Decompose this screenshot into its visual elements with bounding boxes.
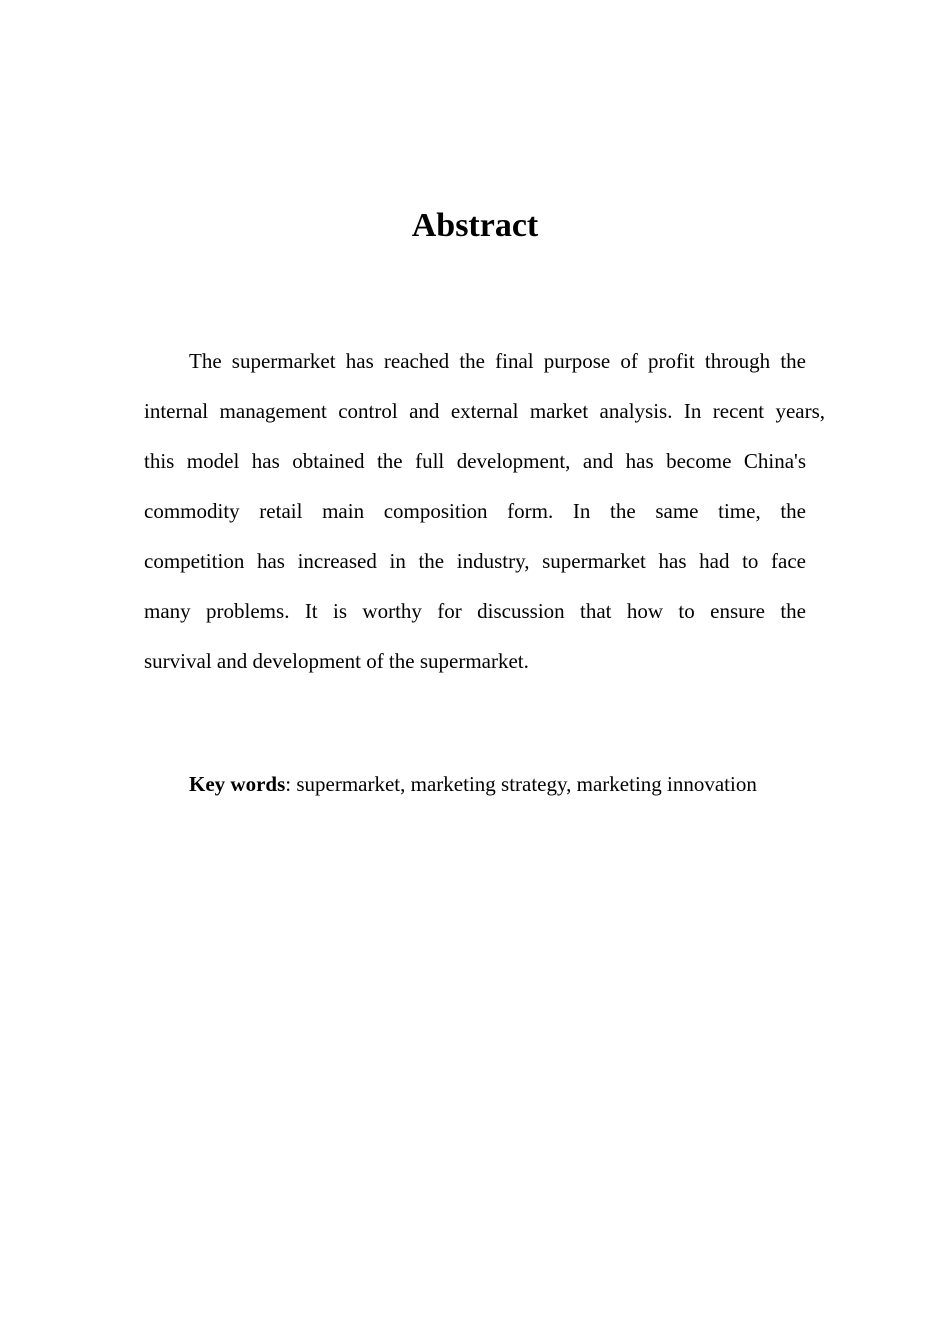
abstract-line: commodity retail main composition form. In the same time, the [144, 499, 806, 523]
keywords-separator: : [285, 772, 297, 796]
keywords-line [189, 760, 757, 808]
keywords-label: Key words [189, 772, 286, 796]
page-title: Abstract [411, 207, 539, 244]
abstract-line: The supermarket has reached the final purpose of profit through the [189, 349, 806, 373]
abstract-line: survival and development of the supermarket. [144, 649, 529, 673]
abstract-line: internal management control and external market analysis. In recent years, [144, 399, 825, 423]
keywords-value: supermarket, marketing strategy, marketing innovation [296, 772, 757, 796]
abstract-paragraph [144, 336, 825, 686]
abstract-line: many problems. It is worthy for discussion that how to ensure the [144, 599, 806, 623]
abstract-line: this model has obtained the full development, and has become China's [144, 449, 806, 473]
abstract-line: competition has increased in the industry, supermarket has had to face [144, 549, 806, 573]
